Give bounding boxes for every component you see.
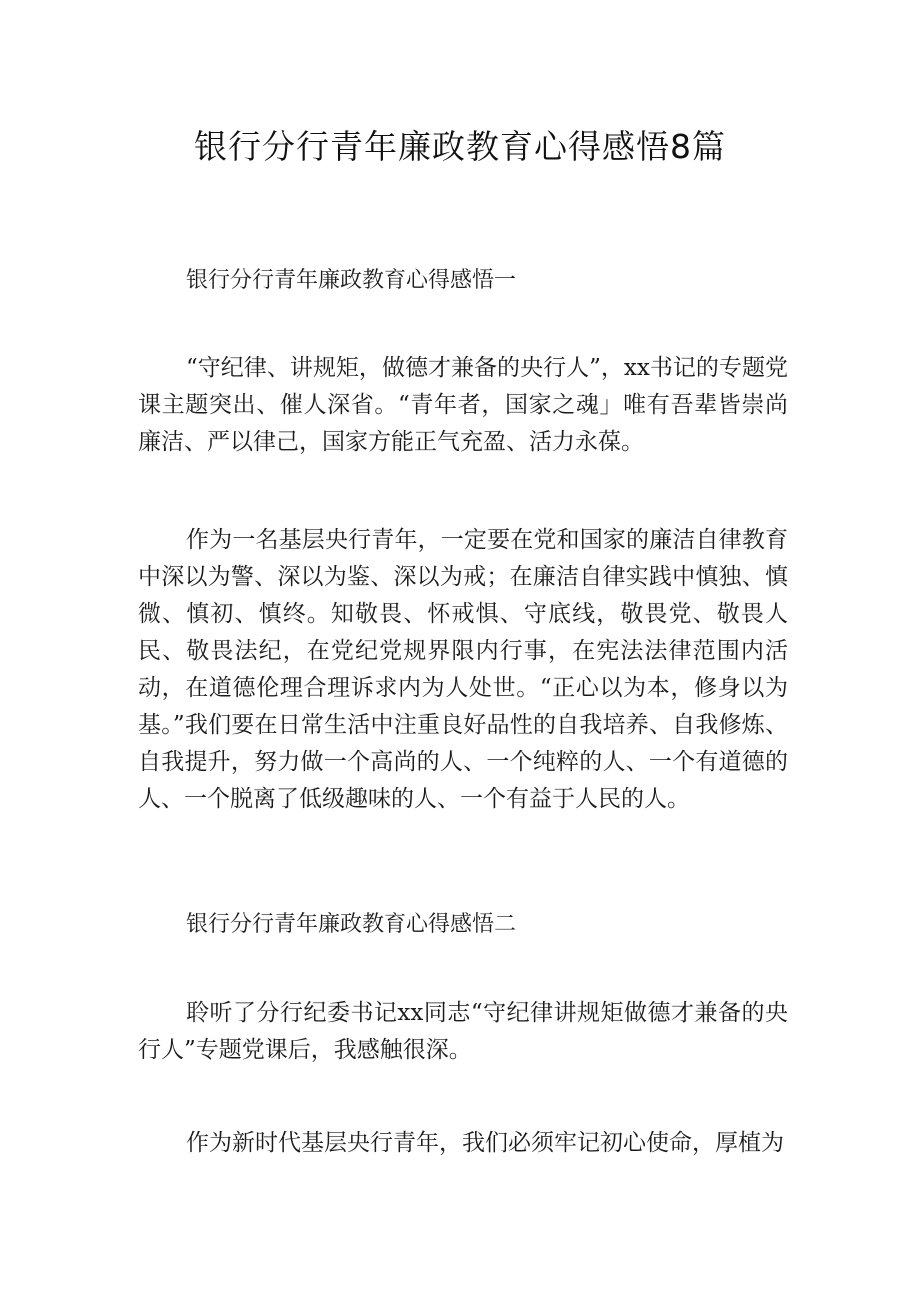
section-heading: 银行分行青年廉政教育心得感悟一 [186,268,517,293]
paragraph: 作为一名基层央行青年，一定要在党和国家的廉洁自律教育中深以为警、深以为鉴、深以为戒；在廉洁自律实践中慎独、慎微、慎初、慎终。知敬畏、怀戒惧、守底线，敬畏党、敬畏人民、敬畏法纪，在党纪党规界限内行事，在宪法法律范围内活动，在道德伦理合理诉求内为人处世。“正心以为本，修身以为基。”我们要在日常生活中注重良好品性的自我培养、自我修炼、自我提升，努力做一个高尚的人、一个纯粹的人、一个有道德的人、一个脱离了低级趣味的人、一个有益于人民的人。 [138,527,788,812]
document-title: 银行分行青年廉政教育心得感悟8篇 [194,127,726,166]
paragraph: 作为新时代基层央行青年，我们必须牢记初心使命，厚植为 [186,1130,784,1156]
section-heading: 银行分行青年廉政教育心得感悟二 [186,912,517,937]
paragraph: 聆听了分行纪委书记xx同志“守纪律讲规矩做德才兼备的央行人”专题党课后，我感触很深。 [138,1000,788,1063]
paragraph: “守纪律、讲规矩，做德才兼备的央行人”，xx书记的专题党课主题突出、催人深省。“青年者，国家之魂」唯有吾辈皆崇尚廉洁、严以律己，国家方能正气充盈、活力永葆。 [138,355,788,455]
